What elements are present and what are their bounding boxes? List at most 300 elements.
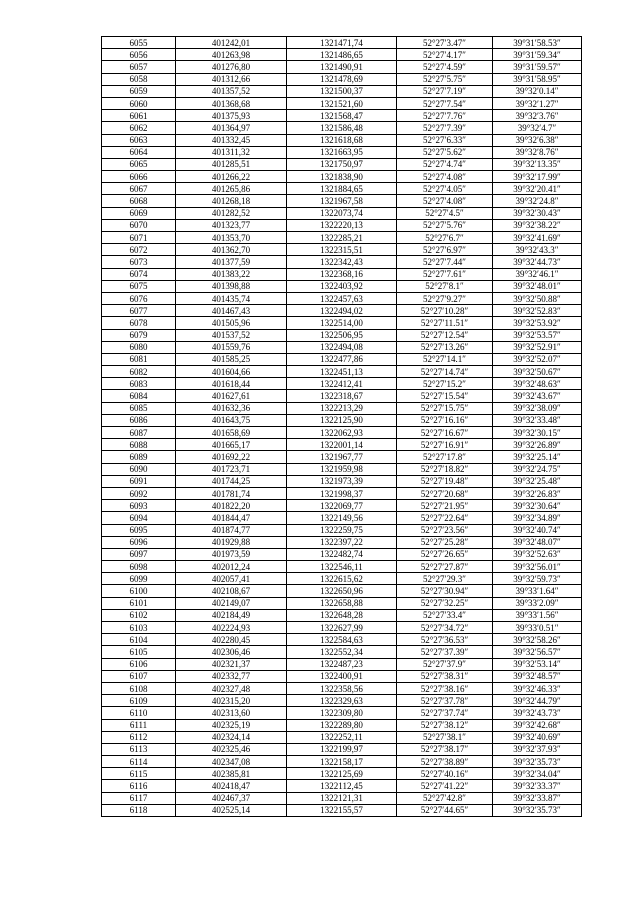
latitude-cell: 52°27′6.33″ (397, 134, 493, 146)
table-row (102, 280, 582, 292)
longitude-cell: 39°32′26.89″ (493, 439, 582, 451)
point-number-cell: 6117 (102, 792, 176, 804)
longitude-cell: 39°32′52.63″ (493, 548, 582, 560)
y-coordinate-cell: 1321500,37 (287, 85, 397, 97)
latitude-cell: 52°27′4.08″ (397, 195, 493, 207)
latitude-cell: 52°27′18.82″ (397, 463, 493, 475)
longitude-cell: 39°32′34.89″ (493, 512, 582, 524)
table-row (102, 670, 582, 682)
y-coordinate-cell: 1321838,90 (287, 171, 397, 183)
longitude-cell: 39°32′52.83″ (493, 305, 582, 317)
table-row (102, 195, 582, 207)
table-row (102, 317, 582, 329)
y-coordinate-cell: 1321521,60 (287, 97, 397, 109)
table-row (102, 146, 582, 158)
table-row (102, 61, 582, 73)
x-coordinate-cell: 402467,37 (176, 792, 287, 804)
table-row (102, 73, 582, 85)
longitude-cell: 39°32′37.93″ (493, 743, 582, 755)
x-coordinate-cell: 401375,93 (176, 110, 287, 122)
latitude-cell: 52°27′20.68″ (397, 487, 493, 499)
y-coordinate-cell: 1322125,90 (287, 414, 397, 426)
y-coordinate-cell: 1321884,65 (287, 183, 397, 195)
y-coordinate-cell: 1321568,47 (287, 110, 397, 122)
table-row (102, 451, 582, 463)
longitude-cell: 39°32′35.73″ (493, 756, 582, 768)
x-coordinate-cell: 401383,22 (176, 268, 287, 280)
point-number-cell: 6086 (102, 414, 176, 426)
longitude-cell: 39°32′30.15″ (493, 427, 582, 439)
longitude-cell: 39°31′59.34″ (493, 49, 582, 61)
table-row (102, 158, 582, 170)
x-coordinate-cell: 401282,52 (176, 207, 287, 219)
x-coordinate-cell: 401844,47 (176, 512, 287, 524)
latitude-cell: 52°27′4.74″ (397, 158, 493, 170)
longitude-cell: 39°32′48.07″ (493, 536, 582, 548)
latitude-cell: 52°27′4.59″ (397, 61, 493, 73)
y-coordinate-cell: 1322062,93 (287, 427, 397, 439)
point-number-cell: 6093 (102, 500, 176, 512)
longitude-cell: 39°32′46.1″ (493, 268, 582, 280)
longitude-cell: 39°32′33.37″ (493, 780, 582, 792)
latitude-cell: 52°27′7.76″ (397, 110, 493, 122)
x-coordinate-cell: 402315,20 (176, 695, 287, 707)
point-number-cell: 6056 (102, 49, 176, 61)
coordinates-table-body (102, 37, 582, 817)
x-coordinate-cell: 402385,81 (176, 768, 287, 780)
latitude-cell: 52°27′37.74″ (397, 707, 493, 719)
y-coordinate-cell: 1322615,62 (287, 573, 397, 585)
x-coordinate-cell: 402525,14 (176, 804, 287, 816)
x-coordinate-cell: 401368,68 (176, 97, 287, 109)
point-number-cell: 6103 (102, 622, 176, 634)
y-coordinate-cell: 1322158,17 (287, 756, 397, 768)
latitude-cell: 52°27′23.56″ (397, 524, 493, 536)
x-coordinate-cell: 401435,74 (176, 292, 287, 304)
point-number-cell: 6063 (102, 134, 176, 146)
table-row (102, 353, 582, 365)
x-coordinate-cell: 401874,77 (176, 524, 287, 536)
point-number-cell: 6075 (102, 280, 176, 292)
x-coordinate-cell: 401723,71 (176, 463, 287, 475)
longitude-cell: 39°32′48.57″ (493, 670, 582, 682)
point-number-cell: 6116 (102, 780, 176, 792)
table-row (102, 792, 582, 804)
longitude-cell: 39°32′25.14″ (493, 451, 582, 463)
longitude-cell: 39°32′6.38″ (493, 134, 582, 146)
longitude-cell: 39°32′43.73″ (493, 707, 582, 719)
x-coordinate-cell: 402321,37 (176, 658, 287, 670)
table-row (102, 548, 582, 560)
x-coordinate-cell: 401665,17 (176, 439, 287, 451)
latitude-cell: 52°27′17.8″ (397, 451, 493, 463)
latitude-cell: 52°27′40.16″ (397, 768, 493, 780)
x-coordinate-cell: 402418,47 (176, 780, 287, 792)
x-coordinate-cell: 402224,93 (176, 622, 287, 634)
y-coordinate-cell: 1322213,29 (287, 402, 397, 414)
x-coordinate-cell: 401398,88 (176, 280, 287, 292)
table-row (102, 804, 582, 816)
latitude-cell: 52°27′38.1″ (397, 731, 493, 743)
point-number-cell: 6080 (102, 341, 176, 353)
table-row (102, 122, 582, 134)
y-coordinate-cell: 1322329,63 (287, 695, 397, 707)
point-number-cell: 6076 (102, 292, 176, 304)
x-coordinate-cell: 401242,01 (176, 37, 287, 49)
point-number-cell: 6109 (102, 695, 176, 707)
table-row (102, 378, 582, 390)
longitude-cell: 39°32′0.14″ (493, 85, 582, 97)
latitude-cell: 52°27′44.65″ (397, 804, 493, 816)
longitude-cell: 39°32′53.57″ (493, 329, 582, 341)
table-row (102, 634, 582, 646)
y-coordinate-cell: 1321967,77 (287, 451, 397, 463)
y-coordinate-cell: 1322315,51 (287, 244, 397, 256)
latitude-cell: 52°27′22.64″ (397, 512, 493, 524)
point-number-cell: 6066 (102, 171, 176, 183)
table-row (102, 134, 582, 146)
y-coordinate-cell: 1321663,95 (287, 146, 397, 158)
y-coordinate-cell: 1322506,95 (287, 329, 397, 341)
y-coordinate-cell: 1321959,98 (287, 463, 397, 475)
latitude-cell: 52°27′8.1″ (397, 280, 493, 292)
x-coordinate-cell: 402332,77 (176, 670, 287, 682)
table-row (102, 268, 582, 280)
point-number-cell: 6067 (102, 183, 176, 195)
point-number-cell: 6092 (102, 487, 176, 499)
y-coordinate-cell: 1321490,91 (287, 61, 397, 73)
y-coordinate-cell: 1322001,14 (287, 439, 397, 451)
x-coordinate-cell: 401323,77 (176, 219, 287, 231)
y-coordinate-cell: 1322658,88 (287, 597, 397, 609)
table-row (102, 731, 582, 743)
y-coordinate-cell: 1322482,74 (287, 548, 397, 560)
point-number-cell: 6068 (102, 195, 176, 207)
y-coordinate-cell: 1321967,58 (287, 195, 397, 207)
table-row (102, 585, 582, 597)
x-coordinate-cell: 401643,75 (176, 414, 287, 426)
latitude-cell: 52°27′4.5″ (397, 207, 493, 219)
table-row (102, 512, 582, 524)
table-row (102, 439, 582, 451)
x-coordinate-cell: 401311,32 (176, 146, 287, 158)
table-row (102, 366, 582, 378)
point-number-cell: 6055 (102, 37, 176, 49)
latitude-cell: 52°27′38.17″ (397, 743, 493, 755)
x-coordinate-cell: 402184,49 (176, 609, 287, 621)
table-row (102, 97, 582, 109)
x-coordinate-cell: 401332,45 (176, 134, 287, 146)
y-coordinate-cell: 1322650,96 (287, 585, 397, 597)
longitude-cell: 39°32′25.48″ (493, 475, 582, 487)
table-row (102, 329, 582, 341)
longitude-cell: 39°31′58.53″ (493, 37, 582, 49)
x-coordinate-cell: 401263,98 (176, 49, 287, 61)
table-row (102, 695, 582, 707)
x-coordinate-cell: 401585,25 (176, 353, 287, 365)
table-row (102, 110, 582, 122)
x-coordinate-cell: 401357,52 (176, 85, 287, 97)
y-coordinate-cell: 1322125,69 (287, 768, 397, 780)
point-number-cell: 6088 (102, 439, 176, 451)
y-coordinate-cell: 1322514,00 (287, 317, 397, 329)
x-coordinate-cell: 401692,22 (176, 451, 287, 463)
latitude-cell: 52°27′32.25″ (397, 597, 493, 609)
y-coordinate-cell: 1322477,86 (287, 353, 397, 365)
latitude-cell: 52°27′13.26″ (397, 341, 493, 353)
table-row (102, 719, 582, 731)
longitude-cell: 39°32′20.41″ (493, 183, 582, 195)
point-number-cell: 6057 (102, 61, 176, 73)
point-number-cell: 6113 (102, 743, 176, 755)
table-row (102, 487, 582, 499)
latitude-cell: 52°27′7.44″ (397, 256, 493, 268)
longitude-cell: 39°32′53.14″ (493, 658, 582, 670)
longitude-cell: 39°32′26.83″ (493, 487, 582, 499)
y-coordinate-cell: 1322457,63 (287, 292, 397, 304)
latitude-cell: 52°27′16.91″ (397, 439, 493, 451)
latitude-cell: 52°27′41.22″ (397, 780, 493, 792)
y-coordinate-cell: 1322289,80 (287, 719, 397, 731)
longitude-cell: 39°32′8.76″ (493, 146, 582, 158)
table-row (102, 609, 582, 621)
longitude-cell: 39°32′4.7″ (493, 122, 582, 134)
latitude-cell: 52°27′4.08″ (397, 171, 493, 183)
x-coordinate-cell: 401276,80 (176, 61, 287, 73)
point-number-cell: 6069 (102, 207, 176, 219)
latitude-cell: 52°27′7.61″ (397, 268, 493, 280)
point-number-cell: 6084 (102, 390, 176, 402)
table-row (102, 414, 582, 426)
latitude-cell: 52°27′11.51″ (397, 317, 493, 329)
longitude-cell: 39°32′52.07″ (493, 353, 582, 365)
table-row (102, 622, 582, 634)
x-coordinate-cell: 402347,08 (176, 756, 287, 768)
x-coordinate-cell: 402313,60 (176, 707, 287, 719)
point-number-cell: 6060 (102, 97, 176, 109)
longitude-cell: 39°32′30.43″ (493, 207, 582, 219)
table-row (102, 743, 582, 755)
x-coordinate-cell: 402057,41 (176, 573, 287, 585)
point-number-cell: 6094 (102, 512, 176, 524)
x-coordinate-cell: 401377,59 (176, 256, 287, 268)
table-row (102, 427, 582, 439)
longitude-cell: 39°32′33.87″ (493, 792, 582, 804)
y-coordinate-cell: 1322487,23 (287, 658, 397, 670)
x-coordinate-cell: 401658,69 (176, 427, 287, 439)
longitude-cell: 39°32′53.92″ (493, 317, 582, 329)
y-coordinate-cell: 1322259,75 (287, 524, 397, 536)
longitude-cell: 39°32′42.68″ (493, 719, 582, 731)
table-row (102, 658, 582, 670)
longitude-cell: 39°32′38.09″ (493, 402, 582, 414)
table-row (102, 85, 582, 97)
latitude-cell: 52°27′42.8″ (397, 792, 493, 804)
latitude-cell: 52°27′5.75″ (397, 73, 493, 85)
point-number-cell: 6071 (102, 232, 176, 244)
x-coordinate-cell: 401312,66 (176, 73, 287, 85)
table-row (102, 536, 582, 548)
longitude-cell: 39°32′56.57″ (493, 646, 582, 658)
y-coordinate-cell: 1322112,45 (287, 780, 397, 792)
table-row (102, 244, 582, 256)
y-coordinate-cell: 1322309,80 (287, 707, 397, 719)
longitude-cell: 39°32′41.69″ (493, 232, 582, 244)
latitude-cell: 52°27′25.28″ (397, 536, 493, 548)
y-coordinate-cell: 1321998,37 (287, 487, 397, 499)
y-coordinate-cell: 1322494,02 (287, 305, 397, 317)
x-coordinate-cell: 402012,24 (176, 561, 287, 573)
point-number-cell: 6074 (102, 268, 176, 280)
point-number-cell: 6079 (102, 329, 176, 341)
point-number-cell: 6110 (102, 707, 176, 719)
table-row (102, 780, 582, 792)
y-coordinate-cell: 1321750,97 (287, 158, 397, 170)
y-coordinate-cell: 1321586,48 (287, 122, 397, 134)
table-row (102, 646, 582, 658)
table-row (102, 573, 582, 585)
longitude-cell: 39°32′38.22″ (493, 219, 582, 231)
latitude-cell: 52°27′30.94″ (397, 585, 493, 597)
coordinates-table (101, 36, 582, 817)
latitude-cell: 52°27′37.39″ (397, 646, 493, 658)
latitude-cell: 52°27′15.75″ (397, 402, 493, 414)
point-number-cell: 6108 (102, 682, 176, 694)
latitude-cell: 52°27′16.67″ (397, 427, 493, 439)
x-coordinate-cell: 401627,61 (176, 390, 287, 402)
x-coordinate-cell: 401268,18 (176, 195, 287, 207)
point-number-cell: 6058 (102, 73, 176, 85)
y-coordinate-cell: 1322403,92 (287, 280, 397, 292)
longitude-cell: 39°32′24.75″ (493, 463, 582, 475)
latitude-cell: 52°27′19.48″ (397, 475, 493, 487)
y-coordinate-cell: 1322155,57 (287, 804, 397, 816)
y-coordinate-cell: 1322342,43 (287, 256, 397, 268)
latitude-cell: 52°27′10.28″ (397, 305, 493, 317)
table-row (102, 500, 582, 512)
longitude-cell: 39°32′17.99″ (493, 171, 582, 183)
latitude-cell: 52°27′7.39″ (397, 122, 493, 134)
x-coordinate-cell: 401618,44 (176, 378, 287, 390)
point-number-cell: 6112 (102, 731, 176, 743)
latitude-cell: 52°27′38.31″ (397, 670, 493, 682)
latitude-cell: 52°27′27.87″ (397, 561, 493, 573)
y-coordinate-cell: 1322073,74 (287, 207, 397, 219)
point-number-cell: 6100 (102, 585, 176, 597)
latitude-cell: 52°27′5.62″ (397, 146, 493, 158)
table-row (102, 524, 582, 536)
longitude-cell: 39°32′52.91″ (493, 341, 582, 353)
longitude-cell: 39°32′30.64″ (493, 500, 582, 512)
point-number-cell: 6091 (102, 475, 176, 487)
x-coordinate-cell: 401537,52 (176, 329, 287, 341)
x-coordinate-cell: 402324,14 (176, 731, 287, 743)
longitude-cell: 39°32′3.76″ (493, 110, 582, 122)
longitude-cell: 39°31′59.57″ (493, 61, 582, 73)
latitude-cell: 52°27′9.27″ (397, 292, 493, 304)
point-number-cell: 6090 (102, 463, 176, 475)
x-coordinate-cell: 401505,96 (176, 317, 287, 329)
longitude-cell: 39°32′33.48″ (493, 414, 582, 426)
point-number-cell: 6097 (102, 548, 176, 560)
longitude-cell: 39°32′58.26″ (493, 634, 582, 646)
latitude-cell: 52°27′15.2″ (397, 378, 493, 390)
x-coordinate-cell: 402325,46 (176, 743, 287, 755)
x-coordinate-cell: 402149,07 (176, 597, 287, 609)
longitude-cell: 39°32′40.74″ (493, 524, 582, 536)
x-coordinate-cell: 401353,70 (176, 232, 287, 244)
y-coordinate-cell: 1322400,91 (287, 670, 397, 682)
longitude-cell: 39°31′58.95″ (493, 73, 582, 85)
table-row (102, 232, 582, 244)
longitude-cell: 39°32′48.01″ (493, 280, 582, 292)
point-number-cell: 6099 (102, 573, 176, 585)
x-coordinate-cell: 402325,19 (176, 719, 287, 731)
x-coordinate-cell: 401285,51 (176, 158, 287, 170)
x-coordinate-cell: 401467,43 (176, 305, 287, 317)
x-coordinate-cell: 402108,67 (176, 585, 287, 597)
point-number-cell: 6114 (102, 756, 176, 768)
y-coordinate-cell: 1322358,56 (287, 682, 397, 694)
latitude-cell: 52°27′38.12″ (397, 719, 493, 731)
table-row (102, 292, 582, 304)
point-number-cell: 6062 (102, 122, 176, 134)
x-coordinate-cell: 401929,88 (176, 536, 287, 548)
table-row (102, 682, 582, 694)
y-coordinate-cell: 1322627,99 (287, 622, 397, 634)
latitude-cell: 52°27′16.16″ (397, 414, 493, 426)
point-number-cell: 6070 (102, 219, 176, 231)
point-number-cell: 6082 (102, 366, 176, 378)
table-row (102, 256, 582, 268)
latitude-cell: 52°27′4.05″ (397, 183, 493, 195)
y-coordinate-cell: 1322412,41 (287, 378, 397, 390)
x-coordinate-cell: 401604,66 (176, 366, 287, 378)
table-row (102, 37, 582, 49)
table-row (102, 561, 582, 573)
table-row (102, 207, 582, 219)
y-coordinate-cell: 1322397,22 (287, 536, 397, 548)
latitude-cell: 52°27′4.17″ (397, 49, 493, 61)
longitude-cell: 39°33′1.56″ (493, 609, 582, 621)
x-coordinate-cell: 401265,86 (176, 183, 287, 195)
table-row (102, 219, 582, 231)
latitude-cell: 52°27′21.95″ (397, 500, 493, 512)
point-number-cell: 6105 (102, 646, 176, 658)
table-row (102, 341, 582, 353)
latitude-cell: 52°27′3.47″ (397, 37, 493, 49)
latitude-cell: 52°27′6.97″ (397, 244, 493, 256)
point-number-cell: 6087 (102, 427, 176, 439)
latitude-cell: 52°27′38.89″ (397, 756, 493, 768)
y-coordinate-cell: 1321478,69 (287, 73, 397, 85)
point-number-cell: 6065 (102, 158, 176, 170)
table-row (102, 707, 582, 719)
table-row (102, 49, 582, 61)
y-coordinate-cell: 1322220,13 (287, 219, 397, 231)
longitude-cell: 39°32′46.33″ (493, 682, 582, 694)
y-coordinate-cell: 1322546,11 (287, 561, 397, 573)
longitude-cell: 39°32′43.67″ (493, 390, 582, 402)
longitude-cell: 39°33′2.09″ (493, 597, 582, 609)
latitude-cell: 52°27′14.1″ (397, 353, 493, 365)
y-coordinate-cell: 1322584,63 (287, 634, 397, 646)
point-number-cell: 6081 (102, 353, 176, 365)
longitude-cell: 39°32′44.73″ (493, 256, 582, 268)
y-coordinate-cell: 1322451,13 (287, 366, 397, 378)
x-coordinate-cell: 401362,70 (176, 244, 287, 256)
y-coordinate-cell: 1321471,74 (287, 37, 397, 49)
